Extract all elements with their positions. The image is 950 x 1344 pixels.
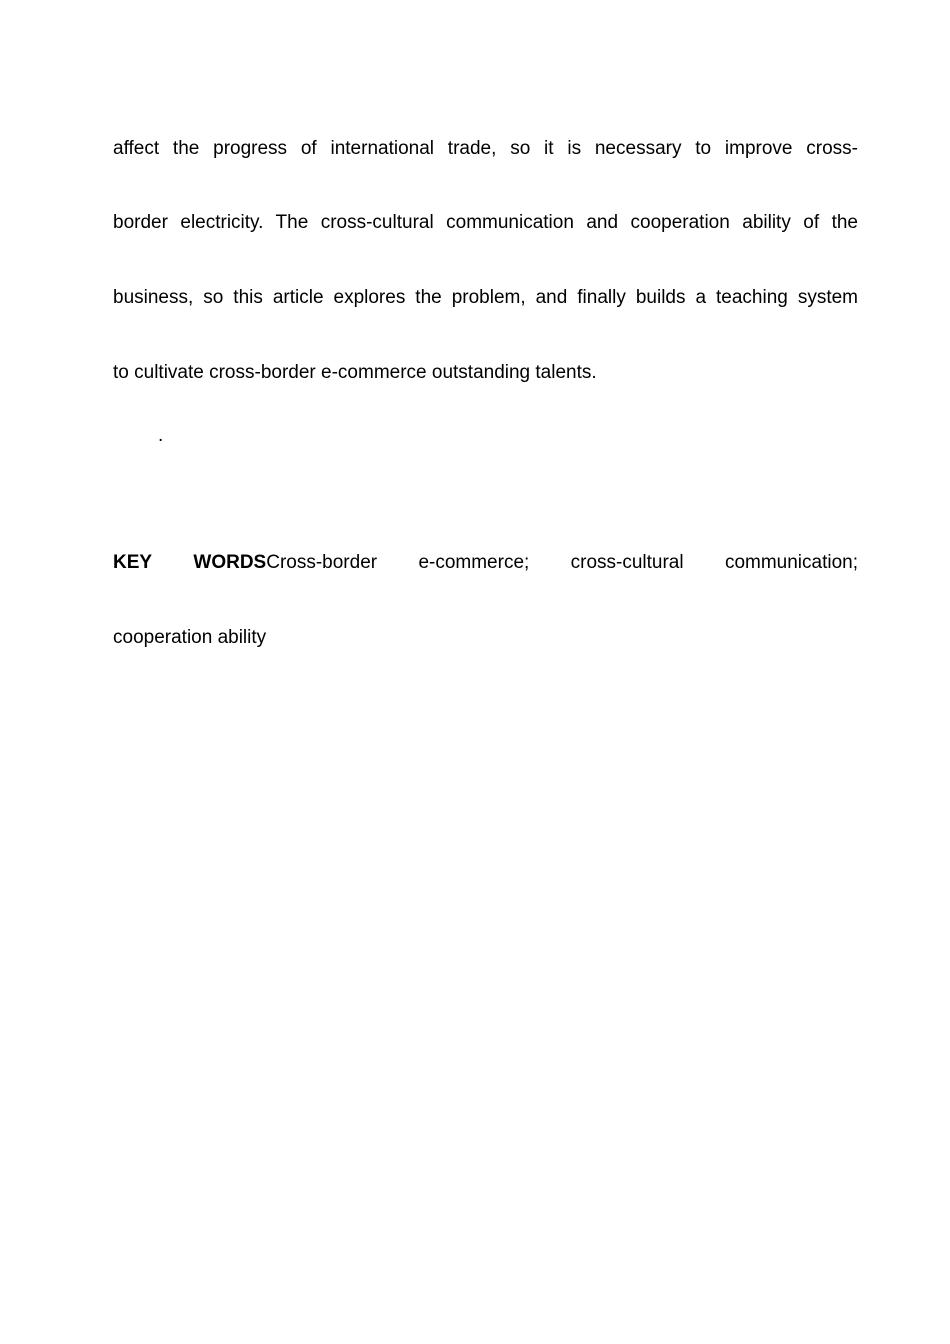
abstract-line-4: to cultivate cross-border e-commerce outstanding talents. (113, 362, 597, 383)
keywords-line-2: cooperation ability (113, 627, 267, 648)
keyword-term: e-commerce; (418, 552, 530, 573)
keyword-term: cross-cultural (570, 552, 684, 573)
keywords-label-words-and-first-term: WORDSCross-border (193, 552, 378, 573)
keywords-line-1 (113, 551, 858, 575)
keywords-label-key: KEY (113, 552, 153, 573)
trailing-dot: . (158, 425, 164, 446)
abstract-line-2: border electricity. The cross-cultural communication and cooperation ability of the (113, 212, 858, 233)
abstract-line-1: affect the progress of international trade, so it is necessary to improve cross- (113, 138, 858, 159)
keyword-term: communication; (724, 552, 858, 573)
abstract-line-3: business, so this article explores the problem, and finally builds a teaching system (113, 287, 858, 308)
